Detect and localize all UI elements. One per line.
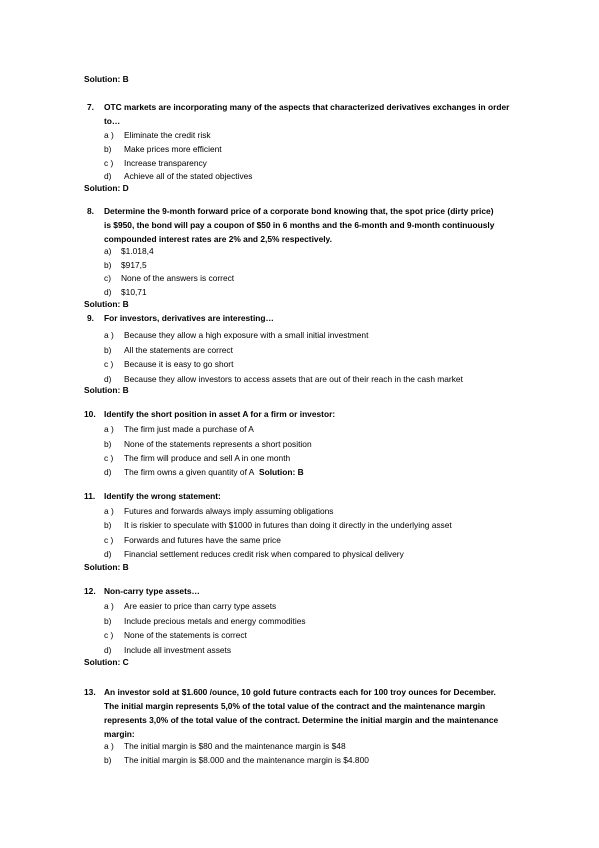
q12-option-c-text: None of the statements is correct bbox=[124, 630, 247, 640]
question-13-text-line-2: The initial margin represents 5,0% of the total value of the contract and the maintenance margin bbox=[104, 701, 486, 711]
q10-option-c-text: The firm will produce and sell A in one month bbox=[124, 453, 291, 463]
q11-option-c-text: Forwards and futures have the same price bbox=[124, 535, 281, 545]
q8-option-a-text: $1.018,4 bbox=[121, 246, 154, 256]
q12-option-a-text: Are easier to price than carry type assets bbox=[124, 601, 277, 611]
q12-option-d-text: Include all investment assets bbox=[124, 645, 232, 655]
q9-solution: Solution: B bbox=[84, 385, 129, 395]
q13-option-b-letter: b) bbox=[104, 755, 112, 765]
q12-option-d-letter: d) bbox=[104, 645, 112, 655]
question-7-text-line-2: to… bbox=[104, 116, 121, 126]
solution-previous: Solution: B bbox=[84, 74, 129, 84]
q11-option-a-text: Futures and forwards always imply assuming obligations bbox=[124, 506, 334, 516]
q10-option-d-label: The firm owns a given quantity of A bbox=[124, 467, 255, 477]
question-13-number: 13. bbox=[84, 687, 96, 697]
question-13-text-line-3: represents 3,0% of the total value of the contract. Determine the initial margin and the maintenance bbox=[104, 715, 499, 725]
q12-option-a-letter: a ) bbox=[104, 601, 114, 611]
q8-option-b-text: $917,5 bbox=[121, 260, 147, 270]
q7-option-c-text: Increase transparency bbox=[124, 158, 207, 168]
q10-option-a-text: The firm just made a purchase of A bbox=[124, 424, 254, 434]
q7-option-a-text: Eliminate the credit risk bbox=[124, 130, 211, 140]
q9-option-a-text: Because they allow a high exposure with a small initial investment bbox=[124, 330, 369, 340]
q8-option-b-letter: b) bbox=[104, 260, 112, 270]
question-9-number: 9. bbox=[87, 313, 94, 323]
question-13-text-line-1: An investor sold at $1.600 /ounce, 10 gold future contracts each for 100 troy ounces for December. bbox=[104, 687, 496, 697]
q11-option-d-letter: d) bbox=[104, 549, 112, 559]
q7-option-a-letter: a ) bbox=[104, 130, 114, 140]
q11-solution: Solution: B bbox=[84, 562, 129, 572]
question-8-number: 8. bbox=[87, 206, 94, 216]
question-13-text-line-4: margin: bbox=[104, 729, 135, 739]
q9-option-d-text: Because they allow investors to access assets that are out of their reach in the cash market bbox=[124, 374, 463, 384]
question-7-number: 7. bbox=[87, 102, 94, 112]
question-11-text: Identify the wrong statement: bbox=[104, 491, 221, 501]
question-8-text-line-2: is $950, the bond will pay a coupon of $50 in 6 months and the 6-month and 9-month continuously bbox=[104, 220, 495, 230]
q13-option-b-text: The initial margin is $8.000 and the maintenance margin is $4.800 bbox=[124, 755, 369, 765]
q10-option-d-letter: d) bbox=[104, 467, 112, 477]
q11-option-d-text: Financial settlement reduces credit risk when compared to physical delivery bbox=[124, 549, 404, 559]
question-7-text-line-1: OTC markets are incorporating many of the aspects that characterized derivatives exchanges in order bbox=[104, 102, 510, 112]
question-11-number: 11. bbox=[84, 491, 96, 501]
question-9-text: For investors, derivatives are interesting… bbox=[104, 313, 274, 323]
question-12-number: 12. bbox=[84, 586, 96, 596]
q7-option-b-text: Make prices more efficient bbox=[124, 144, 222, 154]
q11-option-a-letter: a ) bbox=[104, 506, 114, 516]
q8-option-d-text: $10,71 bbox=[121, 287, 147, 297]
q10-option-c-letter: c ) bbox=[104, 453, 114, 463]
question-7-text bbox=[104, 100, 509, 128]
q13-option-a-letter: a ) bbox=[104, 741, 114, 751]
q12-solution: Solution: C bbox=[84, 657, 129, 667]
q7-option-b-letter: b) bbox=[104, 144, 112, 154]
q10-option-b-letter: b) bbox=[104, 439, 112, 449]
q7-solution: Solution: D bbox=[84, 183, 129, 193]
question-12-text: Non-carry type assets… bbox=[104, 586, 200, 596]
question-10-text: Identify the short position in asset A for a firm or investor: bbox=[104, 409, 336, 419]
q7-option-d-text: Achieve all of the stated objectives bbox=[124, 171, 253, 181]
q8-option-c-letter: c) bbox=[104, 273, 111, 283]
q7-option-d-letter: d) bbox=[104, 171, 112, 181]
q10-option-b-text: None of the statements represents a short position bbox=[124, 439, 312, 449]
q13-option-a-text: The initial margin is $80 and the maintenance margin is $48 bbox=[124, 741, 346, 751]
q10-option-a-letter: a ) bbox=[104, 424, 114, 434]
q8-option-a-letter: a) bbox=[104, 246, 112, 256]
q9-option-b-text: All the statements are correct bbox=[124, 345, 233, 355]
q8-option-d-letter: d) bbox=[104, 287, 112, 297]
q8-option-c-text: None of the answers is correct bbox=[121, 273, 235, 283]
q11-option-b-text: It is riskier to speculate with $1000 in futures than doing it directly in the underlying asset bbox=[124, 520, 452, 530]
q7-option-c-letter: c ) bbox=[104, 158, 114, 168]
q10-solution: Solution: B bbox=[259, 467, 304, 477]
q12-option-b-letter: b) bbox=[104, 616, 112, 626]
q11-option-b-letter: b) bbox=[104, 520, 112, 530]
q12-option-b-text: Include precious metals and energy commodities bbox=[124, 616, 306, 626]
q9-option-c-text: Because it is easy to go short bbox=[124, 359, 234, 369]
q12-option-c-letter: c ) bbox=[104, 630, 114, 640]
q9-option-a-letter: a ) bbox=[104, 330, 114, 340]
question-8-text-line-3: compounded interest rates are 2% and 2,5% respectively. bbox=[104, 234, 332, 244]
question-10-number: 10. bbox=[84, 409, 96, 419]
q11-option-c-letter: c ) bbox=[104, 535, 114, 545]
q9-option-d-letter: d) bbox=[104, 374, 112, 384]
q10-option-d-text bbox=[124, 467, 304, 477]
q9-option-b-letter: b) bbox=[104, 345, 112, 355]
question-8-text bbox=[104, 204, 515, 246]
q8-solution: Solution: B bbox=[84, 299, 129, 309]
q9-option-c-letter: c ) bbox=[104, 359, 114, 369]
question-8-text-line-1: Determine the 9-month forward price of a corporate bond knowing that, the spot price (dirty price) bbox=[104, 206, 494, 216]
question-13-text bbox=[104, 685, 515, 741]
